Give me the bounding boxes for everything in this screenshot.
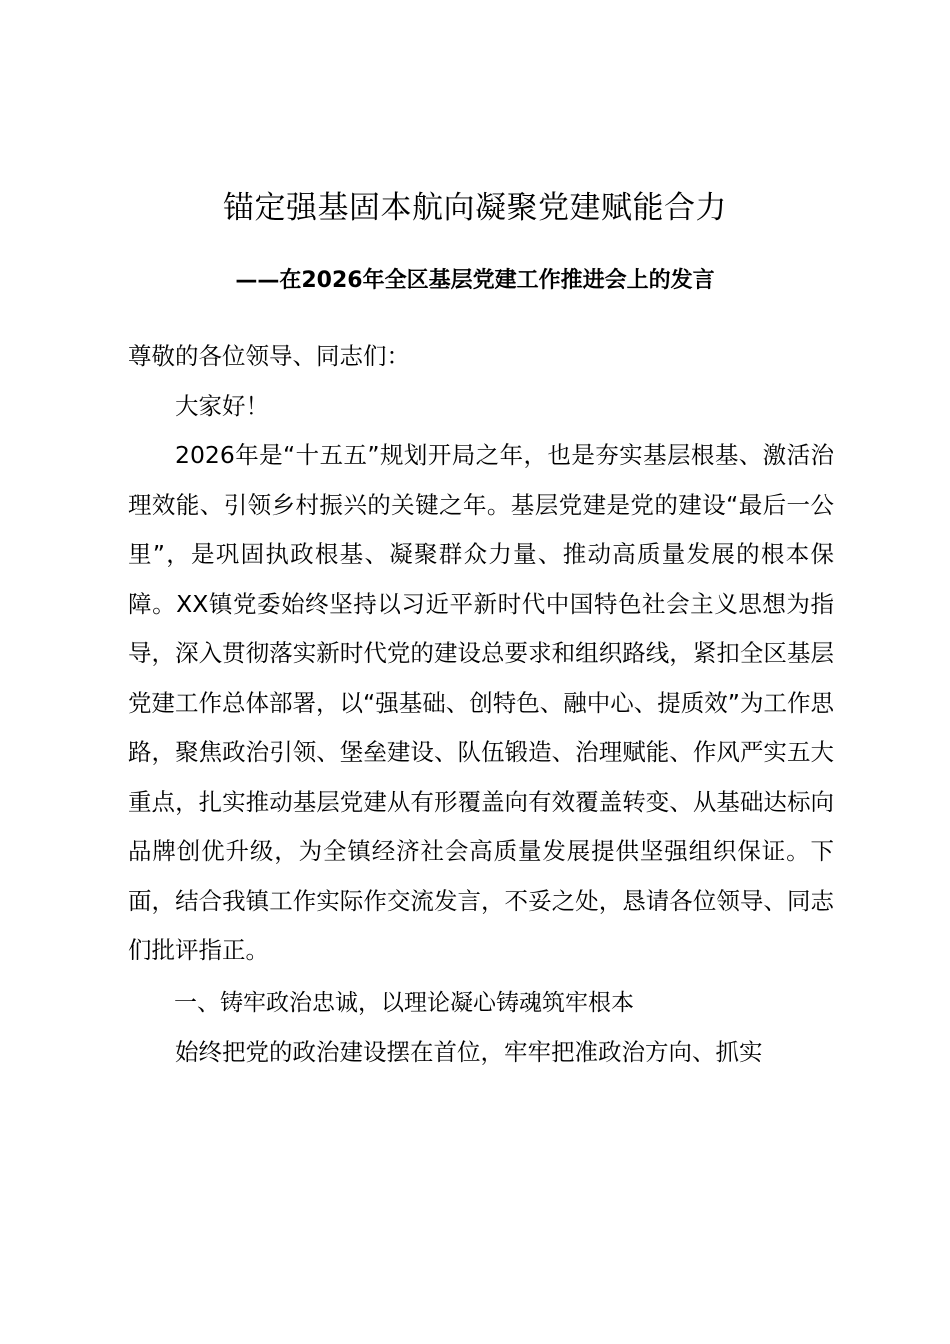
section-heading-1: 一、铸牢政治忠诚，以理论凝心铸魂筑牢根本 [174, 989, 634, 1016]
document-body [128, 332, 834, 1078]
document-subtitle: ——在2026年全区基层党建工作推进会上的发言 [235, 268, 715, 293]
section-1-paragraph: 始终把党的政治建设摆在首位，牢牢把准政治方向、抓实 [175, 1038, 763, 1066]
document-title: 锚定强基固本航向凝聚党建赋能合力 [223, 190, 727, 226]
intro-paragraph: 2026年是“十五五”规划开局之年，也是夯实基层根基、激活治理效能、引领乡村振兴的关键之年。基层党建是党的建设“最后一公里”，是巩固执政根基、凝聚群众力量、推动高质量发展的根本保障。XX镇党委始终坚持以习近平新时代中国特色社会主义思想为指导，深入贯彻落实新时代党的建设总要求和组织路线，紧扣全区基层党建工作总体部署，以“强基础、创特色、融中心、提质效”为工作思路，聚焦政治引领、堡垒建设、队伍锻造、治理赋能、作风严实五大重点，扎实推动基层党建从有形覆盖向有效覆盖转变、从基础达标向品牌创优升级，为全镇经济社会高质量发展提供坚强组织保证。下面，结合我镇工作实际作交流发言，不妥之处，恳请各位领导、同志们批评指正。 [128, 441, 834, 964]
salutation: 尊敬的各位领导、同志们： [128, 342, 410, 370]
greeting: 大家好！ [175, 391, 269, 420]
